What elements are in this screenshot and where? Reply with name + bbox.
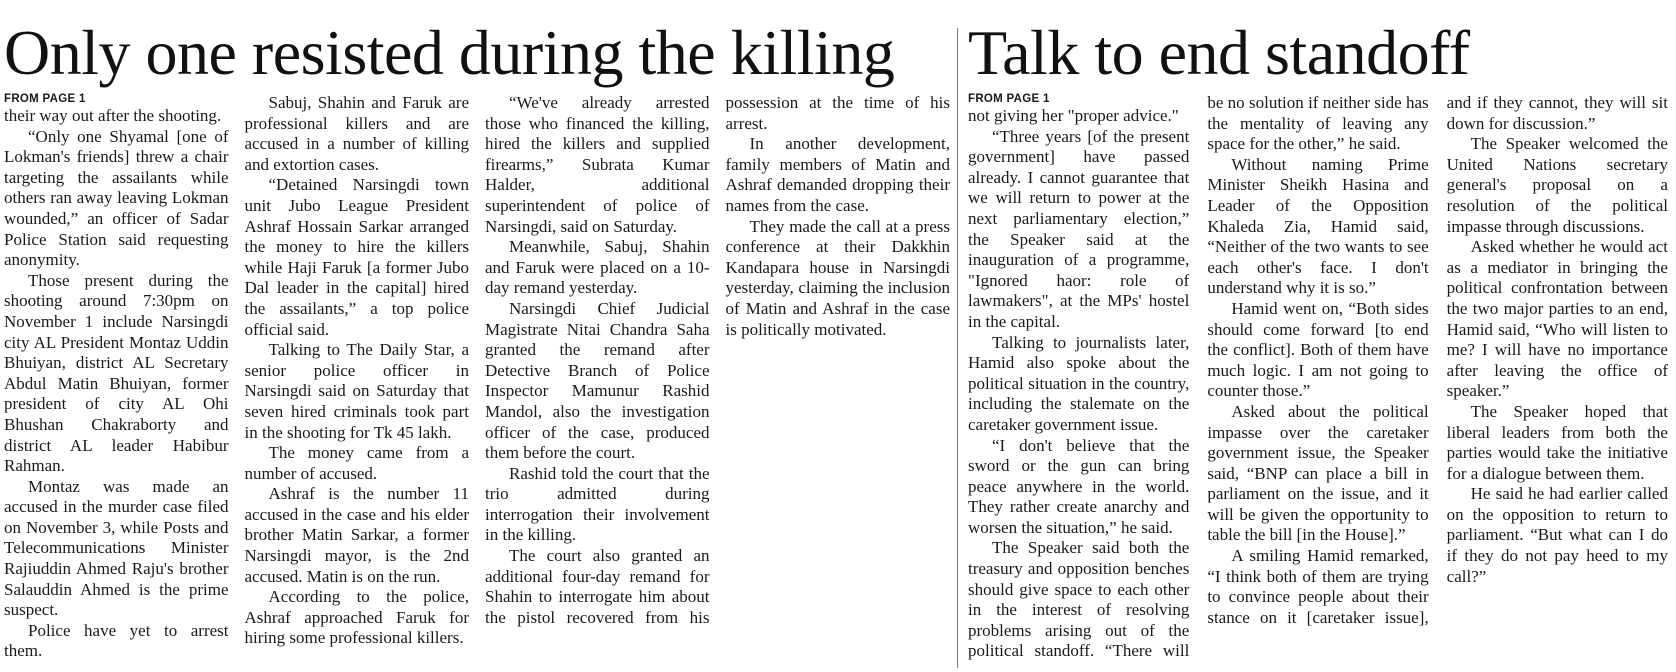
paragraph: Asked whether he would act as a mediator in bringing the political confrontation between the two major parties to an end, Hamid said, “Who will listen to me? I will have no importance after leaving the office of speaker.” (1446, 237, 1668, 401)
paragraph: Talking to journalists later, Hamid also spoke about the political situation in the country, including the stalemate on the caretaker government issue. (968, 332, 1190, 434)
paragraph: The money came from a number of accused. (244, 443, 469, 483)
paragraph: Asked about the political impasse over the caretaker government issue, the Speaker said, “BNP can place a bill in parliament on the issue, and it will be given the opportunity to table the bill [in the House].” (1207, 401, 1429, 545)
paragraph: The Speaker hoped that liberal leaders from both the parties would take the initiative for a dialogue between them. (1446, 401, 1668, 483)
paragraph: The Speaker welcomed the United Nations secretary general's proposal on a resolution of the political impasse through discussions. (1446, 134, 1668, 236)
paragraph: “Three years [of the present government] have passed already. I cannot guarantee that we will return to power at the next parliamentary election,” the Speaker said at the inauguration of a programme, "Ignored haor: role of lawmakers", at the MPs' hostel in the capital. (968, 126, 1190, 331)
paragraph: Hamid went on, “Both sides should come forward [to end the conflict]. Both of them have much logic. I am not going to counter those.” (1207, 298, 1429, 401)
text-columns (968, 93, 1668, 669)
paragraph: In another development, family members of Matin and Ashraf demanded dropping their names from the case. (725, 134, 950, 215)
paragraph: According to the police, Ashraf approached Faruk for hiring some professional killers. (244, 587, 469, 648)
paragraph: The Speaker said both the treasury and opposition benches should give space to each other in the interest of resolving problems arising out of the political standoff. “There will be no solution if neither side has the mentality of leaving any space for the other,” he said. (968, 93, 1429, 661)
paragraph: not giving her "proper advice." (968, 106, 1179, 125)
paragraph: “Only one Shyamal [one of Lokman's friends] threw a chair targeting the assailants while others ran away leaving Lokman wounded,” an officer of Sadar Police Station said requesting anonymity. (4, 126, 229, 270)
paragraph: He said he had earlier called on the opposition to return to parliament. “But what can I do if they do not pay heed to my call?” (1446, 484, 1668, 586)
paragraph: They made the call at a press conference at their Dakkhin Kandapara house in Narsingdi yesterday, claiming the inclusion of Matin and Ashraf in the case is politically motivated. (725, 216, 950, 339)
headline: Only one resisted during the killing (4, 17, 895, 88)
text-columns (4, 93, 950, 669)
headline: Talk to end standoff (968, 17, 1470, 88)
article-body (968, 93, 1668, 669)
paragraph: Police have yet to arrest them. (4, 620, 229, 661)
paragraph: Rashid told the court that the trio admitted during interrogation their involvement in the killing. (485, 463, 710, 545)
column-divider (957, 28, 958, 668)
paragraph: “I don't believe that the sword or the gun can bring peace anywhere in the world. They rather create anarchy and worsen the situation,” he said. (968, 435, 1190, 537)
paragraph: Sabuj, Shahin and Faruk are professional killers and are accused in a number of killing and extortion cases. (244, 93, 469, 174)
paragraph: Without naming Prime Minister Sheikh Hasina and Leader of the Opposition Khaleda Zia, Hamid said, “Neither of the two wants to see each other's face. I don't understand why it is so.” (1207, 154, 1429, 298)
paragraph: “We've already arrested those who financed the killing, hired the killers and supplied firearms,” Subrata Kumar Halder, additional superintendent of police of Narsingdi, said on Saturday. (485, 93, 710, 236)
paragraph: Talking to The Daily Star, a senior police officer in Narsingdi said on Saturday that seven hired criminals took part in the shooting for Tk 45 lakh. (244, 340, 469, 442)
continuation-label: FROM PAGE 1 (968, 93, 1050, 105)
paragraph: A smiling Hamid remarked, “I think both of them are trying to convince people about their stance on it [caretaker issue], and if they cannot, they will sit down for discussion.” (1207, 93, 1668, 627)
article-body (4, 93, 950, 669)
paragraph: “Detained Narsingdi town unit Jubo League President Ashraf Hossain Sarkar arranged the money to hire the killers while Haji Faruk [a former Jubo Dal leader in the capital] hired the assailants,” a top police official said. (244, 175, 469, 339)
paragraph: Meanwhile, Sabuj, Shahin and Faruk were placed on a 10-day remand yesterday. (485, 237, 710, 298)
paragraph: Ashraf is the number 11 accused in the case and his elder brother Matin Sarkar, a former Narsingdi mayor, is the 2nd accused. Matin is on the run. (244, 484, 469, 586)
paragraph: Narsingdi Chief Judicial Magistrate Nitai Chandra Saha granted the remand after Detective Branch of Police Inspector Mamunur Rashid Mandol, also the investigation officer of the case, produced them before the court. (485, 298, 710, 463)
paragraph: Montaz was made an accused in the murder case filed on November 3, while Posts and Telecommunications Minister Rajiuddin Ahmed Raju's brother Salauddin Ahmed is the prime suspect. (4, 476, 229, 620)
paragraph: Those present during the shooting around 7:30pm on November 1 include Narsingdi city AL President Montaz Uddin Bhuiyan, district AL Secretary Abdul Matin Bhuiyan, former president of city AL Ohi Bhushan Chakraborty and district AL leader Habibur Rahman. (4, 270, 229, 476)
continuation-label: FROM PAGE 1 (4, 93, 86, 105)
article-standoff (964, 0, 1676, 672)
paragraph: their way out after the shooting. (4, 106, 222, 125)
paragraph: The court also granted an additional four-day remand for Shahin to interrogate him about the pistol recovered from his possession at the time of his arrest. (485, 93, 950, 627)
